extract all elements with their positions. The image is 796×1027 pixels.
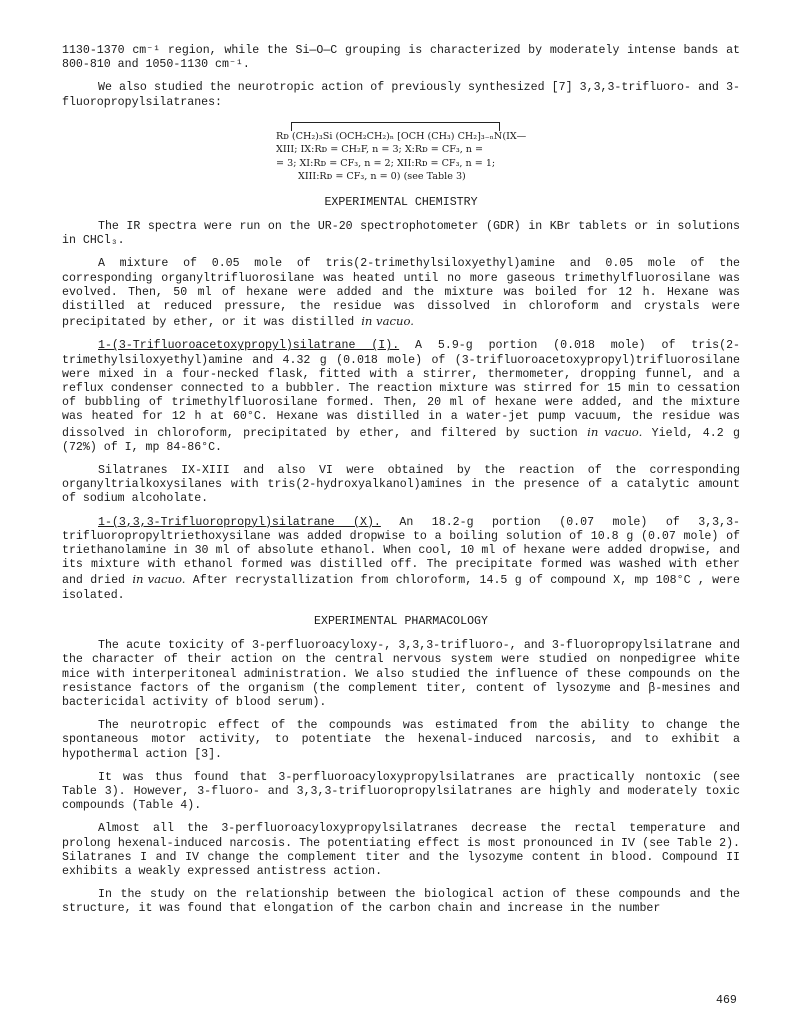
neurotropic-effect-paragraph: The neurotropic effect of the compounds was estimated from the ability to change the spontaneous motor activity, to potentiate the hexenal-induced narcosis, and to exhibit a hypothermal action [3].	[62, 719, 740, 761]
findings-paragraph: It was thus found that 3-perfluoroacyloxypropylsilatranes are practically nontoxic (see Table 3). However, 3-fluoro- and 3,3,3-trifluoropropylsilatranes are highly and moderately toxic compounds (Table 4).	[62, 770, 740, 813]
formula-bracket	[291, 122, 500, 131]
page-body	[62, 44, 740, 917]
compound-X-end: After recrystallization from chloroform, 14.5 g of compound X, mp 108°C , were isolated.	[62, 574, 740, 602]
structure-relationship-paragraph: In the study on the relationship between the biological action of these compounds and the structure, it was found that elongation of the carbon chain and increase in the number	[62, 888, 740, 916]
general-procedure-text: A mixture of 0.05 mole of tris(2-trimethylsiloxyethyl)amine and 0.05 mole of the corresponding organyltrifluorosilane was heated until no more gaseous trimethylfluorosilane was evolved. Then, 50 ml of hexane were added and the mixture was boiled for 12 h. Hexane was distilled at reduced pressure, the residue was dissolved in chloroform and crystals were precipitated by ether, or it was distilled	[62, 257, 740, 330]
in-vacuo-text: in vacuo.	[361, 314, 414, 329]
ir-spectra-paragraph: The IR spectra were run on the UR-20 spectrophotometer (GDR) in KBr tablets or in solutions in CHCl₃.	[62, 220, 740, 248]
silatranes-paragraph: Silatranes IX-XIII and also VI were obtained by the reaction of the corresponding organyltrialkoxysilanes with tris(2-hydroxyalkanol)amines in the presence of a catalytic amount of sodium alcoholate.	[62, 464, 740, 506]
compound-X-body: An 18.2-g portion (0.07 mole) of 3,3,3-trifluoropropyltriethoxysilane was added dropwise to a boiling solution of 10.8 g (0.07 mole) of triethanolamine in 30 ml of absolute ethanol. When cool, 10 ml of hexane were added dropwise, and its mixture with ethanol formed was distilled off. The precipitate formed was washed with ether and dried	[62, 515, 741, 588]
compound-I-in-vacuo: in vacuo.	[587, 424, 643, 439]
heading-experimental-pharmacology: EXPERIMENTAL PHARMACOLOGY	[314, 614, 488, 628]
formula-line-1: Rᴅ (CH₂)₃Si (OCH₂CH₂)ₙ [OCH (CH₃) CH₂]₃₋ₙN(IX—	[276, 130, 527, 142]
compound-X-paragraph	[62, 516, 740, 603]
formula-line-4: XIII:Rᴅ = CF₃, n = 0) (see Table 3)	[298, 171, 466, 183]
general-procedure-paragraph	[62, 257, 740, 330]
neurotropic-intro-paragraph: We also studied the neurotropic action of previously synthesized [7] 3,3,3-trifluoro- and 3-fluoropropylsilatranes:	[62, 81, 740, 109]
intro-paragraph: 1130-1370 cm⁻¹ region, while the Si—O—C grouping is characterized by moderately intense bands at 800-810 and 1050-1130 cm⁻¹.	[62, 44, 740, 72]
heading-experimental-chemistry: EXPERIMENTAL CHEMISTRY	[324, 195, 478, 209]
silatrane-formula	[62, 122, 740, 184]
toxicity-paragraph: The acute toxicity of 3-perfluoroacyloxy-, 3,3,3-trifluoro-, and 3-fluoropropylsilatrane and the character of their action on the central nervous system were studied on nonpedigree white mice with interperitoneal administration. We also studied the influence of these compounds on the resistance factors of the organism (the complement titer, content of lysozyme and β-mesines and bactericidal activity of blood serum).	[62, 639, 740, 709]
formula-line-3: = 3; XI:Rᴅ = CF₃, n = 2; XII:Rᴅ = CF₃, n = 1;	[276, 157, 496, 169]
compound-I-paragraph	[62, 339, 740, 455]
formula-line-2: XIII; IX:Rᴅ = CH₂F, n = 3; X:Rᴅ = CF₃, n =	[276, 144, 484, 156]
compound-I-body: A 5.9-g portion (0.018 mole) of tris(2-trimethylsiloxyethyl)amine and 4.32 g (0.018 mole) of (3-trifluoroacetoxypropyl)trifluorosilane were mixed in a four-necked flask, fitted with a stirrer, thermometer, dropping funnel, and a reflux condenser connected to a bubbler. The reaction mixture was stirred for 15 min to cessation of bubbling of trimethylfluorosilane formed. Then, 20 ml of hexane were added, and the mixture was heated for 12 h at 60°C. Hexane was distilled in a water-jet pump vacuum, the residue was dissolved in chloroform, precipitated by ether, and filtered by suction	[62, 339, 741, 440]
narcosis-paragraph: Almost all the 3-perfluoroacyloxypropylsilatranes decrease the rectal temperature and prolong hexenal-induced narcosis. The potentiating effect is most pronounced in IV (see Table 2). Silatranes I and IV change the complement titer and the lysozyme content in blood. Compound II exhibits a weakly expressed antistress action.	[62, 822, 740, 878]
page-number: 469	[716, 994, 737, 1007]
compound-I-title: 1-(3-Trifluoroacetoxypropyl)silatrane (I).	[98, 339, 400, 353]
compound-X-in-vacuo: in vacuo.	[132, 572, 186, 587]
compound-I-yield: Yield, 4.2 g (72%) of I, mp 84-86°C.	[62, 426, 740, 454]
compound-X-title: 1-(3,3,3-Trifluoropropyl)silatrane (X).	[98, 515, 381, 529]
